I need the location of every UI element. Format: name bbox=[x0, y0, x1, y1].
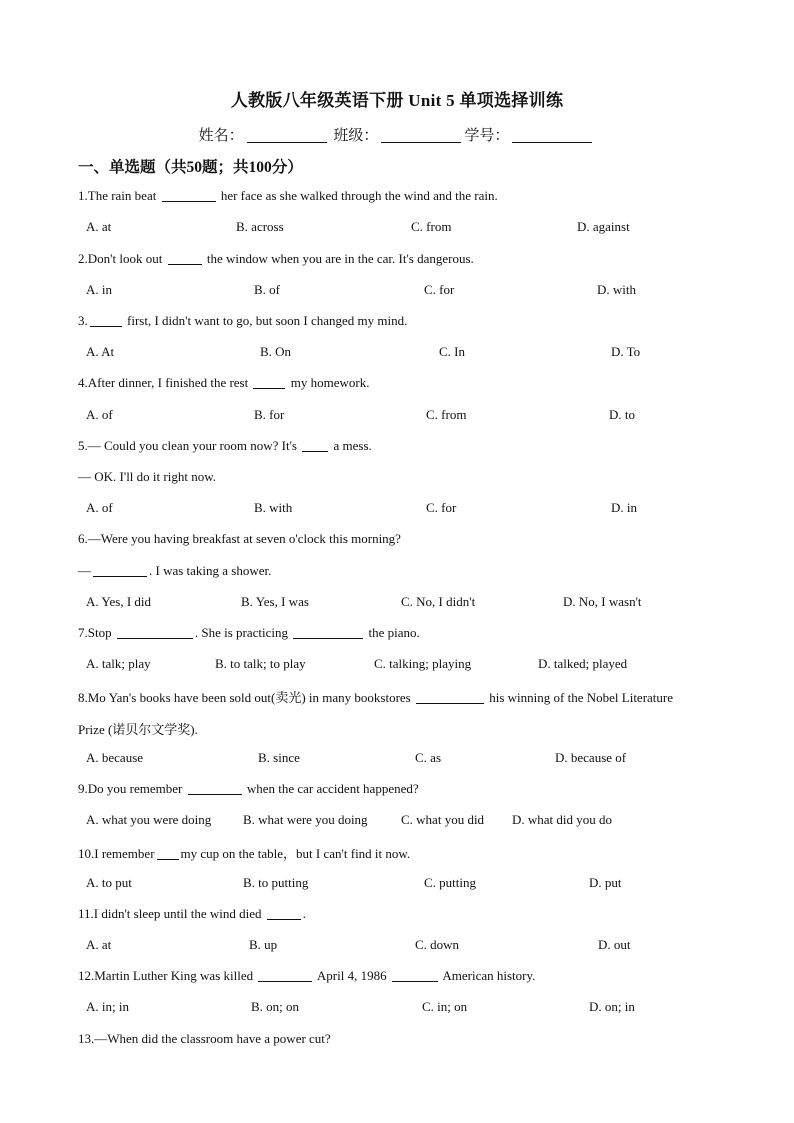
answer-blank[interactable] bbox=[168, 252, 202, 265]
option-c[interactable]: C. for bbox=[426, 500, 457, 515]
option-d[interactable]: D. what did you do bbox=[512, 812, 613, 827]
option-a[interactable]: A. at bbox=[86, 937, 112, 952]
option-b[interactable]: B. across bbox=[236, 219, 284, 234]
student-info-line bbox=[0, 124, 794, 145]
question-3: 3. first, I didn't want to go, but soon I changed my mind. bbox=[78, 313, 408, 328]
option-c[interactable]: C. from bbox=[411, 219, 452, 234]
name-label: 姓名： bbox=[198, 128, 244, 144]
option-c[interactable]: C. in; on bbox=[422, 999, 468, 1014]
option-a[interactable]: A. Yes, I did bbox=[86, 594, 152, 609]
option-a[interactable]: A. because bbox=[86, 750, 144, 765]
option-a[interactable]: A. what you were doing bbox=[86, 812, 212, 827]
option-b[interactable]: B. what were you doing bbox=[243, 812, 368, 827]
question-4: 4.After dinner, I finished the rest my homework. bbox=[78, 375, 370, 390]
option-a[interactable]: A. talk; play bbox=[86, 656, 151, 671]
option-a[interactable]: A. of bbox=[86, 500, 113, 515]
option-d[interactable]: D. To bbox=[611, 344, 641, 359]
option-c[interactable]: C. down bbox=[415, 937, 460, 952]
option-c[interactable]: C. putting bbox=[424, 875, 477, 890]
answer-blank[interactable] bbox=[267, 907, 301, 920]
option-a[interactable]: A. of bbox=[86, 407, 113, 422]
option-b[interactable]: B. with bbox=[254, 500, 293, 515]
class-blank[interactable] bbox=[381, 128, 461, 143]
option-b[interactable]: B. for bbox=[254, 407, 285, 422]
option-c[interactable]: C. what you did bbox=[401, 812, 485, 827]
option-d[interactable]: D. because of bbox=[555, 750, 627, 765]
id-blank[interactable] bbox=[512, 128, 592, 143]
option-c[interactable]: C. In bbox=[439, 344, 465, 359]
option-c[interactable]: C. from bbox=[426, 407, 467, 422]
answer-blank[interactable] bbox=[162, 189, 216, 202]
option-d[interactable]: D. against bbox=[577, 219, 630, 234]
option-d[interactable]: D. put bbox=[589, 875, 622, 890]
question-8-line-2: Prize (诺贝尔文学奖). bbox=[78, 722, 198, 737]
page-title: 人教版八年级英语下册 Unit 5 单项选择训练 bbox=[230, 91, 564, 110]
option-a[interactable]: A. in bbox=[86, 282, 112, 297]
question-13: 13.—When did the classroom have a power cut? bbox=[78, 1031, 331, 1046]
option-d[interactable]: D. to bbox=[609, 407, 635, 422]
answer-blank[interactable] bbox=[93, 564, 147, 577]
option-b[interactable]: B. since bbox=[258, 750, 300, 765]
question-1: 1.The rain beat her face as she walked through the wind and the rain. bbox=[78, 188, 498, 203]
question-6: 6.—Were you having breakfast at seven o'clock this morning? bbox=[78, 531, 401, 546]
option-a[interactable]: A. in; in bbox=[86, 999, 129, 1014]
answer-blank[interactable] bbox=[253, 376, 285, 389]
option-c[interactable]: C. No, I didn't bbox=[401, 594, 476, 609]
option-d[interactable]: D. No, I wasn't bbox=[563, 594, 642, 609]
option-a[interactable]: A. to put bbox=[86, 875, 132, 890]
question-7: 7.Stop . She is practicing the piano. bbox=[78, 625, 420, 640]
option-b[interactable]: B. on; on bbox=[251, 999, 300, 1014]
option-b[interactable]: B. up bbox=[249, 937, 278, 952]
question-10: 10.I remember my cup on the table，but I can't find it now. bbox=[78, 846, 411, 861]
question-9: 9.Do you remember when the car accident happened? bbox=[78, 781, 419, 796]
class-label: 班级： bbox=[333, 128, 379, 144]
section-title: 一、单选题（共50题；共100分） bbox=[78, 159, 303, 176]
option-d[interactable]: D. on; in bbox=[589, 999, 635, 1014]
option-a[interactable]: A. At bbox=[86, 344, 115, 359]
question-11: 11.I didn't sleep until the wind died . bbox=[78, 906, 306, 921]
option-d[interactable]: D. with bbox=[597, 282, 636, 297]
question-5-line-2: — OK. I'll do it right now. bbox=[78, 469, 216, 484]
option-b[interactable]: B. to putting bbox=[243, 875, 309, 890]
answer-blank[interactable] bbox=[416, 691, 484, 704]
question-5: 5.— Could you clean your room now? It's a mess. bbox=[78, 438, 372, 453]
option-b[interactable]: B. of bbox=[254, 282, 280, 297]
option-d[interactable]: D. in bbox=[611, 500, 637, 515]
option-c[interactable]: C. as bbox=[415, 750, 441, 765]
answer-blank-1[interactable] bbox=[117, 626, 193, 639]
option-d[interactable]: D. out bbox=[598, 937, 631, 952]
answer-blank[interactable] bbox=[302, 439, 328, 452]
option-b[interactable]: B. Yes, I was bbox=[241, 594, 309, 609]
answer-blank-2[interactable] bbox=[392, 969, 438, 982]
option-d[interactable]: D. talked; played bbox=[538, 656, 628, 671]
option-c[interactable]: C. for bbox=[424, 282, 455, 297]
option-b[interactable]: B. On bbox=[260, 344, 292, 359]
option-a[interactable]: A. at bbox=[86, 219, 112, 234]
name-blank[interactable] bbox=[247, 128, 327, 143]
answer-blank[interactable] bbox=[188, 782, 242, 795]
id-label: 学号： bbox=[464, 128, 510, 144]
option-c[interactable]: C. talking; playing bbox=[374, 656, 472, 671]
answer-blank-2[interactable] bbox=[293, 626, 363, 639]
answer-blank[interactable] bbox=[157, 847, 179, 860]
answer-blank[interactable] bbox=[90, 314, 122, 327]
answer-blank-1[interactable] bbox=[258, 969, 312, 982]
question-2: 2.Don't look out the window when you are in the car. It's dangerous. bbox=[78, 251, 474, 266]
question-12: 12.Martin Luther King was killed April 4, 1986 American history. bbox=[78, 968, 536, 983]
option-b[interactable]: B. to talk; to play bbox=[215, 656, 306, 671]
question-8: 8.Mo Yan's books have been sold out(卖光) in many bookstores his winning of the Nobel Literature bbox=[78, 690, 674, 705]
question-6-line-2: — . I was taking a shower. bbox=[78, 563, 272, 578]
